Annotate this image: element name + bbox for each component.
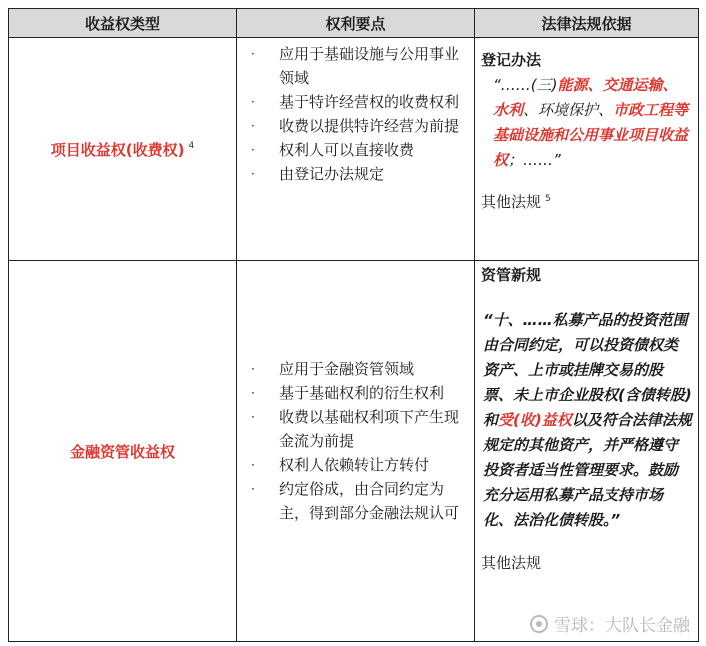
- table-header-row: [9, 9, 699, 38]
- type-cell: [9, 261, 237, 642]
- snowball-icon: [530, 615, 548, 633]
- law-title: 资管新规: [481, 266, 542, 284]
- bullet-icon: ·: [251, 47, 255, 61]
- header-points: 权利要点: [237, 9, 475, 38]
- law-cell: [475, 38, 699, 261]
- type-label: 金融资管收益权: [69, 442, 175, 461]
- points-cell: [237, 261, 475, 642]
- rights-comparison-table: [8, 8, 699, 642]
- list-item: · 权利人依赖转让方转付: [247, 453, 464, 477]
- bullet-icon: ·: [251, 167, 255, 181]
- type-label: 项目收益权(收费权): [50, 140, 185, 159]
- points-list: [237, 42, 474, 186]
- list-item: · 基于特许经营权的收费权利: [247, 90, 464, 114]
- law-title: 登记办法: [481, 51, 542, 69]
- list-item: · 约定俗成，由合同约定为主，得到部分金融法规认可: [247, 477, 464, 525]
- other-regulations: 其他法规 $^5$: [481, 193, 551, 211]
- other-regulations: 其他法规: [481, 554, 542, 572]
- law-cell: [475, 261, 699, 642]
- watermark: [530, 611, 690, 636]
- bullet-icon: ·: [251, 119, 255, 133]
- list-item: · 收费以提供特许经营为前提: [247, 114, 464, 138]
- footnote-mark: 4: [188, 141, 195, 152]
- list-item: · 权利人可以直接收费: [247, 138, 464, 162]
- bullet-icon: ·: [251, 143, 255, 157]
- law-quote: “……(三)能源、交通运输、水利、环境保护、市政工程等基础设施和公用事业项目收益权；……”: [493, 76, 689, 169]
- bullet-icon: ·: [251, 95, 255, 109]
- points-list: [237, 357, 474, 525]
- table-row: [9, 261, 699, 642]
- header-type: 收益权类型: [9, 9, 237, 38]
- bullet-icon: ·: [251, 482, 255, 496]
- list-item: · 基于基础权利的衍生权利: [247, 381, 464, 405]
- list-item: · 收费以基础权利项下产生现金流为前提: [247, 405, 464, 453]
- bullet-icon: ·: [251, 458, 255, 472]
- bullet-icon: ·: [251, 362, 255, 376]
- bullet-icon: ·: [251, 386, 255, 400]
- points-cell: [237, 38, 475, 261]
- watermark-text: 雪球：大队长金融: [554, 616, 690, 636]
- bullet-icon: ·: [251, 410, 255, 424]
- type-cell: [9, 38, 237, 261]
- list-item: · 应用于基础设施与公用事业领域: [247, 42, 464, 90]
- list-item: · 由登记办法规定: [247, 162, 464, 186]
- table-row: [9, 38, 699, 261]
- header-law: 法律法规依据: [475, 9, 699, 38]
- list-item: · 应用于金融资管领域: [247, 357, 464, 381]
- law-quote: “十、……私募产品的投资范围由合同约定，可以投资债权类资产、上市或挂牌交易的股票、未上市企业股权(含债转股)和受(收)益权以及符合法律法规规定的其他资产，并严格遵守投资者适当性管理要求。鼓励充分运用私募产品支持市场化、法治化债转股。”: [483, 311, 692, 529]
- footnote-mark: 5: [545, 194, 551, 204]
